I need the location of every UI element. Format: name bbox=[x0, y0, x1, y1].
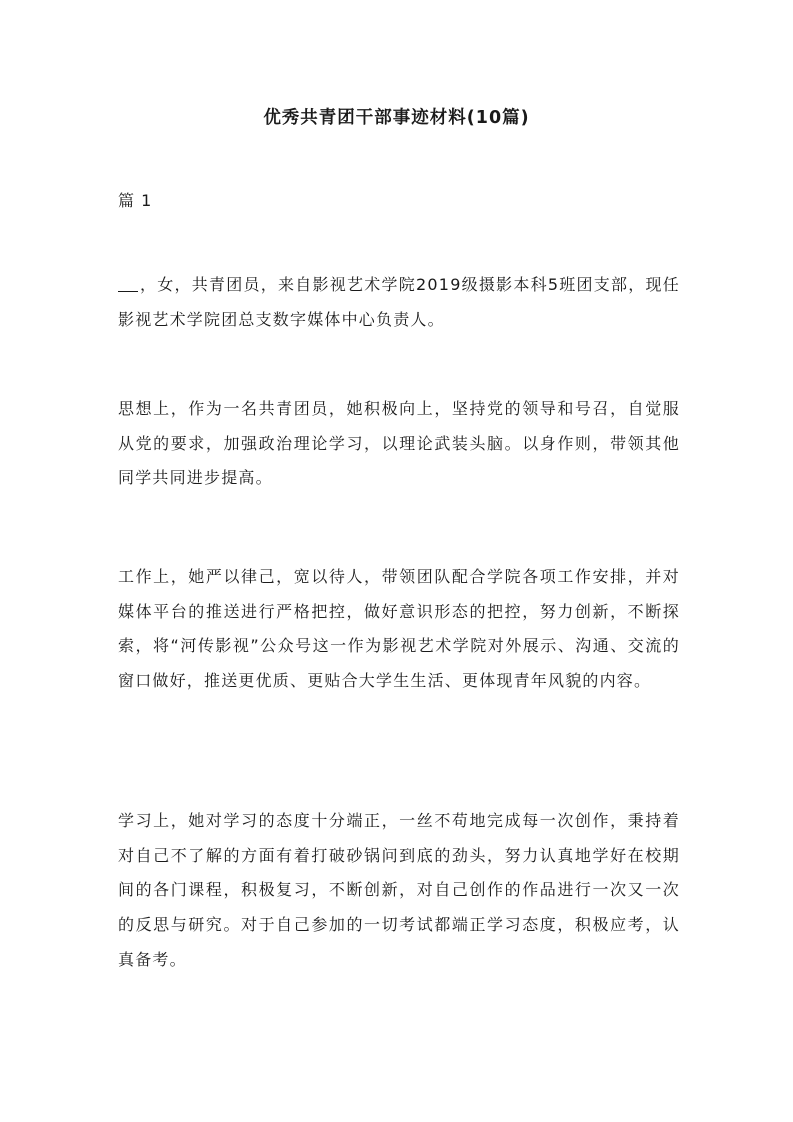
paragraph-ideology: 思想上，作为一名共青团员，她积极向上，坚持党的领导和号召，自觉服从党的要求，加强政治理论学习，以理论武装头脑。以身作则，带领其他同学共同进步提高。 bbox=[118, 399, 680, 488]
paragraph-intro-text: ，女，共青团员，来自影视艺术学院2019级摄影本科5班团支部，现任影视艺术学院团总支数字媒体中心负责人。 bbox=[118, 275, 680, 329]
name-blank-underline bbox=[118, 273, 138, 292]
paragraph-work: 工作上，她严以律己，宽以待人，带领团队配合学院各项工作安排，并对媒体平台的推送进行严格把控，做好意识形态的把控，努力创新，不断探索，将“河传影视”公众号这一作为影视艺术学院对外展示、沟通、交流的窗口做好，推送更优质、更贴合大学生生活、更体现青年风貌的内容。 bbox=[118, 567, 680, 691]
paragraph-study: 学习上，她对学习的态度十分端正，一丝不苟地完成每一次创作，秉持着对自己不了解的方面有着打破砂锅问到底的劲头，努力认真地学好在校期间的各门课程，积极复习，不断创新，对自己创作的作品进行一次又一次的反思与研究。对于自己参加的一切考试都端正学习态度，积极应考，认真备考。 bbox=[118, 811, 680, 969]
document-title: 优秀共青团干部事迹材料(10篇) bbox=[263, 108, 530, 128]
paragraph-intro bbox=[118, 268, 680, 337]
section-label: 篇 1 bbox=[118, 191, 153, 210]
